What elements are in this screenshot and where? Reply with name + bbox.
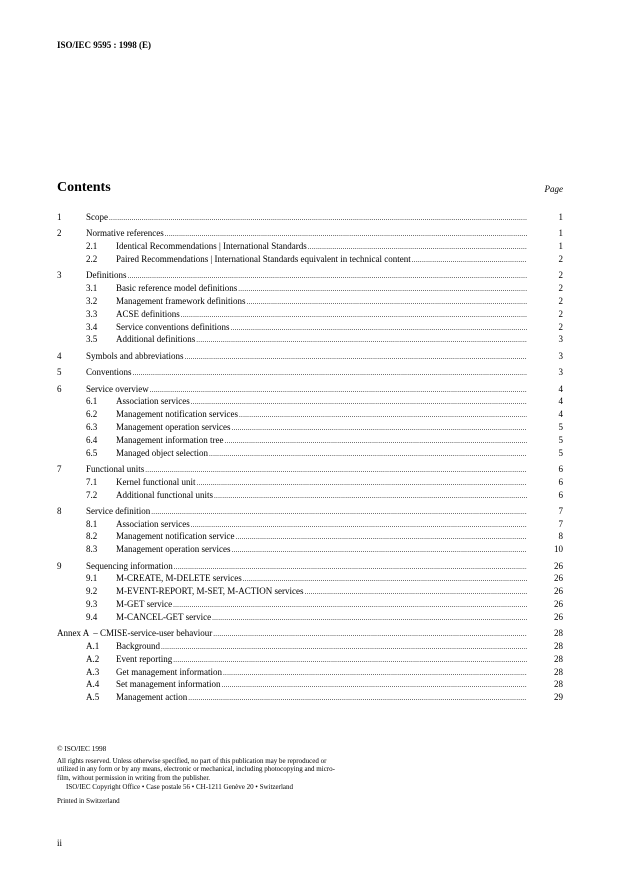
toc-entry-title: Management operation services xyxy=(116,421,231,432)
copyright-heading: © ISO/IEC 1998 xyxy=(57,744,107,753)
toc-entry-title: Service definition xyxy=(86,505,151,516)
toc-entry-page: 28 xyxy=(554,666,563,677)
toc-entry-title: Additional functional units xyxy=(116,489,213,500)
toc-entry-title: Management action xyxy=(116,692,188,703)
toc-entry-number: 3 xyxy=(57,270,62,281)
toc-entry-page: 2 xyxy=(558,283,563,294)
toc-entry-number: 9 xyxy=(57,560,62,571)
toc-entry-number: 2.1 xyxy=(86,241,98,252)
toc-entry-number: 6.1 xyxy=(86,396,98,407)
toc-entry-page: 3 xyxy=(558,367,563,378)
toc-entry-title: M-CANCEL-GET service xyxy=(116,611,212,622)
toc-entry-number: 9.3 xyxy=(86,599,98,610)
toc-entry-page: 4 xyxy=(558,396,563,407)
toc-entry-page: 28 xyxy=(554,679,563,690)
toc-entry[interactable] xyxy=(57,383,563,396)
toc-entry-number: 8 xyxy=(57,505,62,516)
toc-entry[interactable] xyxy=(57,627,563,640)
toc-dot-leader xyxy=(231,422,527,435)
toc-dot-leader xyxy=(214,490,527,503)
toc-dot-leader xyxy=(196,334,527,347)
toc-entry-title: Management information tree xyxy=(116,434,224,445)
toc-entry-page: 3 xyxy=(558,350,563,361)
page-column-label: Page xyxy=(544,184,563,194)
toc-entry[interactable] xyxy=(57,395,563,408)
toc-entry-page: 6 xyxy=(558,476,563,487)
toc-entry-page: 26 xyxy=(554,611,563,622)
toc-entry-title: Additional definitions xyxy=(116,334,196,345)
toc-entry[interactable] xyxy=(57,211,563,224)
toc-entry[interactable] xyxy=(57,240,563,253)
toc-entry[interactable] xyxy=(57,434,563,447)
toc-dot-leader xyxy=(188,692,527,705)
toc-entry-number: 4 xyxy=(57,350,62,361)
toc-dot-leader xyxy=(109,212,527,225)
toc-entry-page: 8 xyxy=(558,531,563,542)
toc-dot-leader xyxy=(161,641,527,654)
toc-dot-leader xyxy=(221,679,527,692)
toc-entry-title: Scope xyxy=(86,212,108,222)
toc-entry[interactable] xyxy=(57,611,563,624)
toc-entry-title: Background xyxy=(116,641,160,652)
toc-dot-leader xyxy=(181,309,527,322)
toc-entry-page: 26 xyxy=(554,573,563,584)
toc-entry[interactable] xyxy=(57,308,563,321)
toc-entry[interactable] xyxy=(57,598,563,611)
toc-entry-number: 3.3 xyxy=(86,308,98,319)
toc-entry[interactable] xyxy=(57,489,563,502)
toc-dot-leader xyxy=(145,464,527,477)
toc-entry-title: Management notification services xyxy=(116,409,238,420)
toc-entry-number: 1 xyxy=(57,212,62,222)
toc-entry-number: 3.4 xyxy=(86,321,98,332)
copyright-line: film, without permission in writing from the publisher. xyxy=(57,773,211,782)
toc-entry-title: M-CREATE, M-DELETE services xyxy=(116,573,242,584)
toc-entry[interactable] xyxy=(57,333,563,346)
toc-entry-title: M-EVENT-REPORT, M-SET, M-ACTION services xyxy=(116,586,304,597)
toc-entry[interactable] xyxy=(57,505,563,518)
toc-dot-leader xyxy=(209,448,527,461)
toc-entry-title: – CMISE-service-user behaviour xyxy=(93,628,213,639)
toc-entry-title: Symbols and abbreviations xyxy=(86,350,184,361)
page-number: ii xyxy=(57,838,63,848)
toc-entry[interactable] xyxy=(57,585,563,598)
toc-entry-title: Association services xyxy=(116,518,190,529)
toc-dot-leader xyxy=(213,628,527,641)
toc-entry-page: 1 xyxy=(558,241,563,252)
toc-entry-page: 2 xyxy=(558,270,563,281)
toc-dot-leader xyxy=(246,296,527,309)
toc-entry-number: 9.4 xyxy=(86,611,98,622)
toc-entry-number: 6.4 xyxy=(86,434,98,445)
toc-entry-title: Service conventions definitions xyxy=(116,321,230,332)
toc-entry[interactable] xyxy=(57,421,563,434)
toc-entry-title: Sequencing information xyxy=(86,560,173,571)
toc-entry-page: 2 xyxy=(558,308,563,319)
toc-dot-leader xyxy=(239,409,527,422)
toc-entry-page: 26 xyxy=(554,586,563,597)
toc-entry[interactable] xyxy=(57,572,563,585)
toc-entry-number: 8.2 xyxy=(86,531,98,542)
toc-entry-page: 6 xyxy=(558,463,563,474)
toc-entry-page: 2 xyxy=(558,295,563,306)
toc-entry-number: A.1 xyxy=(86,641,100,652)
toc-entry-title: Basic reference model definitions xyxy=(116,283,238,294)
toc-entry-number: 7.2 xyxy=(86,489,98,500)
toc-entry-number: 6.5 xyxy=(86,447,98,458)
toc-entry-title: Management framework definitions xyxy=(116,295,246,306)
toc-entry-title: Conventions xyxy=(86,367,132,378)
toc-entry-title: Kernel functional unit xyxy=(116,476,196,487)
toc-entry-title: Identical Recommendations | International Standards xyxy=(116,241,307,252)
printed-in: Printed in Switzerland xyxy=(57,796,120,805)
toc-dot-leader xyxy=(173,599,527,612)
toc-entry-title: Service overview xyxy=(86,383,149,394)
toc-entry-page: 28 xyxy=(554,653,563,664)
toc-entry-page: 5 xyxy=(558,447,563,458)
toc-entry-number: 8.1 xyxy=(86,518,98,529)
toc-entry[interactable] xyxy=(57,640,563,653)
toc-entry[interactable] xyxy=(57,227,563,240)
toc-dot-leader xyxy=(412,254,527,267)
toc-entry[interactable] xyxy=(57,518,563,531)
toc-entry[interactable] xyxy=(57,447,563,460)
toc-entry-page: 7 xyxy=(558,518,563,529)
copyright-line: All rights reserved. Unless otherwise specified, no part of this publication may be reproduced or xyxy=(57,756,327,765)
toc-entry-title: Definitions xyxy=(86,270,127,281)
toc-entry-number: 2.2 xyxy=(86,253,98,264)
toc-dot-leader xyxy=(235,531,527,544)
toc-dot-leader xyxy=(196,477,527,490)
toc-entry-title: Association services xyxy=(116,396,190,407)
toc-entry-number: 8.3 xyxy=(86,544,98,555)
toc-entry[interactable] xyxy=(57,295,563,308)
toc-entry-page: 1 xyxy=(558,228,563,239)
toc-entry-page: 4 xyxy=(558,409,563,420)
toc-entry-page: 6 xyxy=(558,489,563,500)
toc-entry-number: A.5 xyxy=(86,692,100,703)
toc-entry-number: 6.3 xyxy=(86,421,98,432)
toc-entry-number: 7.1 xyxy=(86,476,98,487)
toc-dot-leader xyxy=(224,435,527,448)
toc-dot-leader xyxy=(230,322,527,335)
copyright-line: utilized in any form or by any means, electronic or mechanical, including photocopying and micro- xyxy=(57,765,335,773)
toc-entry[interactable] xyxy=(57,253,563,266)
toc-entry[interactable] xyxy=(57,666,563,679)
toc-entry[interactable] xyxy=(57,653,563,666)
toc-entry-page: 29 xyxy=(554,692,563,703)
toc-dot-leader xyxy=(151,506,527,519)
toc-entry-page: 4 xyxy=(558,383,563,394)
toc-entry-title: ACSE definitions xyxy=(116,308,180,319)
toc-entry[interactable] xyxy=(57,408,563,421)
toc-entry-page: 10 xyxy=(554,544,563,555)
contents-heading: Contents xyxy=(57,180,111,195)
toc-entry-title: Get management information xyxy=(116,666,222,677)
toc-dot-leader xyxy=(133,367,527,380)
toc-entry-title: Management notification service xyxy=(116,531,235,542)
toc-entry-title: Functional units xyxy=(86,463,145,474)
toc-entry-number: 6 xyxy=(57,383,62,394)
toc-entry-number: A.4 xyxy=(86,679,100,690)
toc-entry-page: 28 xyxy=(554,628,563,639)
copyright-office: ISO/IEC Copyright Office • Case postale 56 • CH-1211 Genève 20 • Switzerland xyxy=(66,783,294,791)
table-of-contents xyxy=(57,211,563,704)
toc-entry-number: Annex A xyxy=(57,628,90,639)
toc-entry-number: 3.5 xyxy=(86,334,98,345)
toc-entry-number: 3.1 xyxy=(86,283,98,294)
copyright-notice xyxy=(57,745,417,805)
toc-entry-title: Set management information xyxy=(116,679,221,690)
toc-entry[interactable] xyxy=(57,530,563,543)
toc-entry-number: 9.2 xyxy=(86,586,98,597)
toc-entry-number: 7 xyxy=(57,463,62,474)
toc-entry-page: 28 xyxy=(554,641,563,652)
toc-entry-title: Management operation services xyxy=(116,544,231,555)
document-id: ISO/IEC 9595 : 1998 (E) xyxy=(57,40,152,50)
toc-dot-leader xyxy=(231,544,527,557)
toc-entry-page: 26 xyxy=(554,599,563,610)
toc-entry[interactable] xyxy=(57,678,563,691)
toc-dot-leader xyxy=(191,396,527,409)
toc-entry-title: Normative references xyxy=(86,228,164,239)
toc-entry-number: 5 xyxy=(57,367,62,378)
toc-entry-page: 2 xyxy=(558,253,563,264)
toc-entry-number: 3.2 xyxy=(86,295,98,306)
toc-entry-page: 5 xyxy=(558,421,563,432)
toc-entry-title: M-GET service xyxy=(116,599,173,610)
toc-entry-page: 26 xyxy=(554,560,563,571)
toc-entry[interactable] xyxy=(57,350,563,363)
toc-entry[interactable] xyxy=(57,543,563,556)
toc-entry[interactable] xyxy=(57,321,563,334)
toc-entry-number: 6.2 xyxy=(86,409,98,420)
toc-entry-number: A.2 xyxy=(86,653,100,664)
toc-dot-leader xyxy=(150,384,527,397)
toc-entry-page: 1 xyxy=(558,212,563,222)
toc-entry-page: 2 xyxy=(558,321,563,332)
toc-entry-page: 5 xyxy=(558,434,563,445)
toc-entry-title: Managed object selection xyxy=(116,447,208,458)
toc-entry[interactable] xyxy=(57,269,563,282)
toc-entry[interactable] xyxy=(57,476,563,489)
toc-entry-number: 2 xyxy=(57,228,62,239)
toc-entry-number: A.3 xyxy=(86,666,100,677)
toc-entry-page: 7 xyxy=(558,505,563,516)
toc-entry-page: 3 xyxy=(558,334,563,345)
toc-entry-title: Event reporting xyxy=(116,653,173,664)
toc-dot-leader xyxy=(185,351,528,364)
toc-entry[interactable] xyxy=(57,463,563,476)
toc-dot-leader xyxy=(305,586,527,599)
toc-dot-leader xyxy=(191,519,527,532)
toc-dot-leader xyxy=(223,667,527,680)
toc-entry[interactable] xyxy=(57,282,563,295)
toc-entry[interactable] xyxy=(57,691,563,704)
toc-entry[interactable] xyxy=(57,366,563,379)
toc-dot-leader xyxy=(238,283,527,296)
toc-entry[interactable] xyxy=(57,560,563,573)
toc-entry-title: Paired Recommendations | International Standards equivalent in technical content xyxy=(116,253,411,264)
toc-dot-leader xyxy=(173,654,527,667)
toc-entry-number: 9.1 xyxy=(86,573,98,584)
toc-dot-leader xyxy=(212,612,527,625)
